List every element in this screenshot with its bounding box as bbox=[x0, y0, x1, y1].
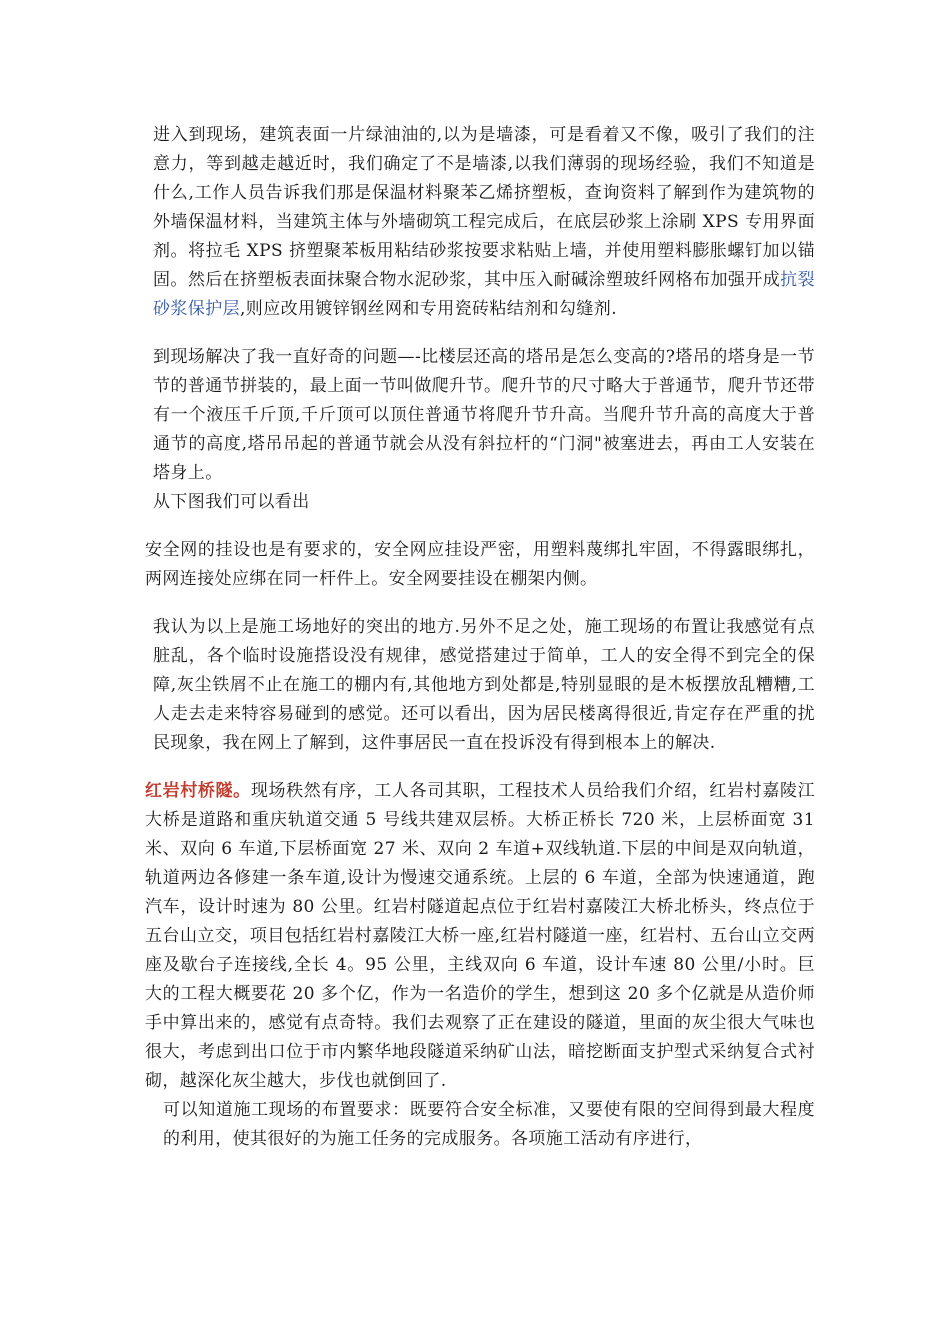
paragraph-gap bbox=[145, 324, 815, 343]
paragraph-site-critique: 我认为以上是施工场地好的突出的地方.另外不足之处，施工现场的布置让我感觉有点脏乱，各个临时设施搭设没有规律，感觉搭建过于简单，工人的安全得不到完全的保障,灰尘铁屑不止在施工的棚内有,其他地方到处都是,特别显眼的是木板摆放乱糟糟,工人走去走来特容易碰到的感觉。还可以看出，因为居民楼离得很近,肯定存在严重的扰民现象，我在网上了解到，这件事居民一直在投诉没有得到根本上的解决. bbox=[153, 617, 815, 753]
paragraph-gap bbox=[145, 517, 815, 536]
paragraph-figure-intro: 从下图我们可以看出 bbox=[153, 492, 310, 512]
paragraph-insulation-text-a: 进入到现场，建筑表面一片绿油油的,以为是墙漆，可是看着又不像，吸引了我们的注意力，等到越走越近时，我们确定了不是墙漆,以我们薄弱的现场经验，我们不知道是什么,工作人员告诉我们那是保温材料聚苯乙烯挤塑板，查询资料了解到作为建筑物的外墙保温材料，当建筑主体与外墙砌筑工程完成后，在底层砂浆上涂刷 XPS 专用界面剂。将拉毛 XPS 挤塑聚苯板用粘结砂浆按要求粘贴上墙，并使用塑料膨胀螺钉加以锚固。然后在挤塑板表面抹聚合物水泥砂浆，其中压入耐碱涂塑玻纤网格布加强开成 bbox=[153, 125, 815, 290]
paragraph-tower-crane: 到现场解决了我一直好奇的问题—-比楼层还高的塔吊是怎么变高的?塔吊的塔身是一节节的普通节拼装的，最上面一节叫做爬升节。爬升节的尺寸略大于普通节，爬升节还带有一个液压千斤顶,千斤顶可以顶住普通节将爬升节升高。当爬升节升高的高度大于普通节的高度,塔吊吊起的普通节就会从没有斜拉杆的“门洞"被塞进去，再由工人安装在塔身上。 bbox=[153, 347, 815, 483]
paragraph-safety-net: 安全网的挂设也是有要求的，安全网应挂设严密，用塑料蔑绑扎牢固，不得露眼绑扎，两网连接处应绑在同一杆件上。安全网要挂设在棚架内侧。 bbox=[145, 540, 815, 589]
hyperlink-anti-crack-mortar[interactable]: 抗裂砂浆保护层 bbox=[153, 270, 815, 319]
paragraph-gap bbox=[145, 594, 815, 613]
section-heading-hongyancun: 红岩村桥隧。 bbox=[145, 781, 251, 801]
paragraph-hongyancun-text: 现场秩然有序，工人各司其职，工程技术人员给我们介绍，红岩村嘉陵江大桥是道路和重庆轨道交通 5 号线共建双层桥。大桥正桥长 720 米，上层桥面宽 31 米、双向 6 车道,下层桥面宽 27 米、双向 2 车道+双线轨道.下层的中间是双向轨道，轨道两边各修建一条车道,设计为慢速交通系统。上层的 6 车道，全部为快速通道，跑汽车，设计时速为 80 公里。红岩村隧道起点位于红岩村嘉陵江大桥北桥头，终点位于五台山立交，项目包括红岩村嘉陵江大桥一座,红岩村隧道一座，红岩村、五台山立交两座及歇台子连接线,全长 4。95 公里，主线双向 6 车道，设计车速 80 公里/小时。巨大的工程大概要花 20 多个亿，作为一名造价的学生，想到这 20 多个亿就是从造价师手中算出来的，感觉有点奇特。我们去观察了正在建设的隧道，里面的灰尘很大气味也很大，考虑到出口位于市内繁华地段隧道采纳矿山法，暗挖断面支护型式采纳复合式衬砌，越深化灰尘越大，步伐也就倒回了. bbox=[145, 781, 815, 1091]
paragraph-site-layout: 可以知道施工现场的布置要求：既要符合安全标准，又要使有限的空间得到最大程度的利用，使其很好的为施工任务的完成服务。各项施工活动有序进行， bbox=[163, 1100, 815, 1149]
document-body bbox=[145, 121, 815, 1154]
paragraph-insulation bbox=[145, 121, 815, 324]
paragraph-insulation-text-b: ,则应改用镀锌钢丝网和专用瓷砖粘结剂和勾缝剂. bbox=[240, 299, 618, 319]
paragraph-hongyancun bbox=[145, 777, 815, 1096]
paragraph-gap bbox=[145, 758, 815, 777]
